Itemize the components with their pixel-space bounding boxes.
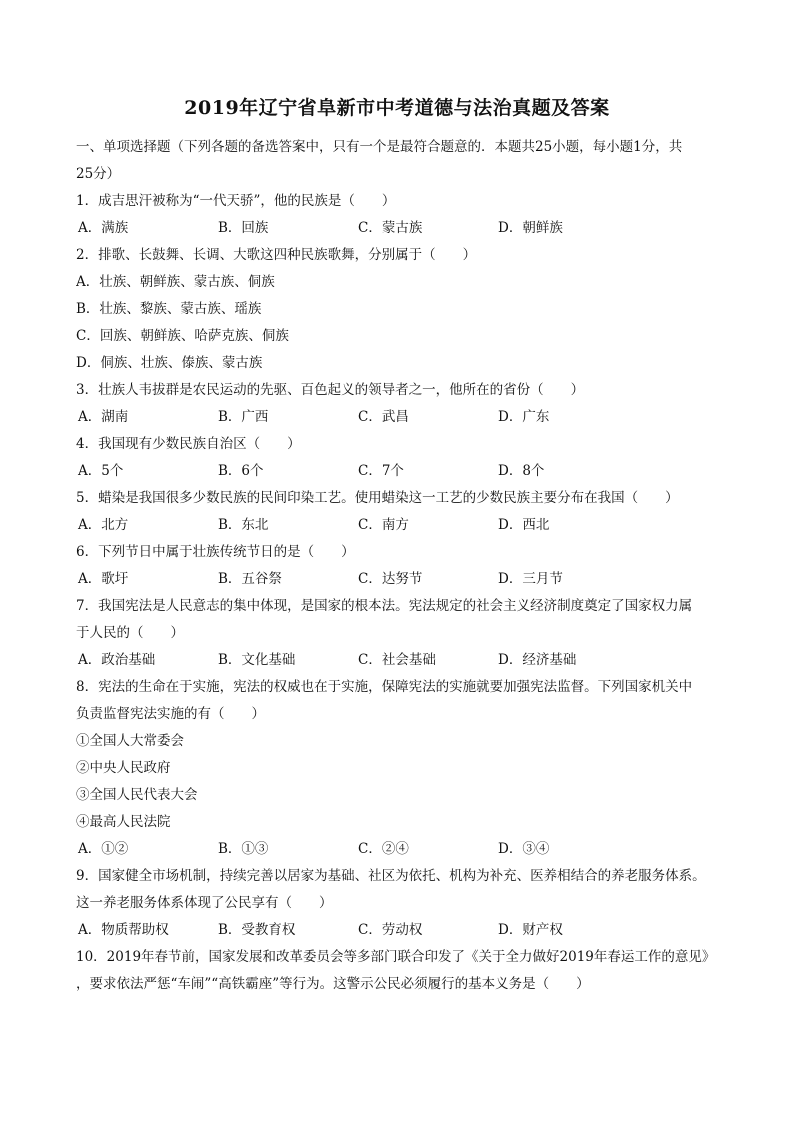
question-text-line: 2．排歌、长鼓舞、长调、大歌这四种民族歌舞，分别属于（ ） [76, 247, 477, 263]
question-text-line: 3．壮族人韦拔群是农民运动的先驱、百色起义的领导者之一，他所在的省份（ ） [76, 382, 585, 398]
answer-option: A．①② [78, 841, 129, 857]
answer-options-row [76, 917, 718, 944]
answer-option: A．政治基础 [78, 652, 156, 668]
answer-options-row [76, 215, 718, 242]
question-text-line: ①全国人大常委会 [76, 733, 184, 749]
question-item [76, 431, 718, 485]
answer-options-row [76, 512, 718, 539]
question-text-line: ②中央人民政府 [76, 760, 171, 776]
question-text-line: B．壮族、黎族、蒙古族、瑶族 [76, 301, 262, 317]
question-item [76, 485, 718, 539]
question-item [76, 242, 718, 377]
answer-options-row [76, 836, 718, 863]
document-title: 2019年辽宁省阜新市中考道德与法治真题及答案 [184, 97, 610, 119]
answer-option: B．6个 [218, 463, 264, 479]
answer-option: D．8个 [498, 463, 545, 479]
answer-option: C．武昌 [358, 409, 409, 425]
question-item [76, 593, 718, 674]
question-text-line: C．回族、朝鲜族、哈萨克族、侗族 [76, 328, 289, 344]
section-header-line: 一、单项选择题（下列各题的备选答案中，只有一个是最符合题意的．本题共25小题，每小题1分，共 [76, 139, 683, 155]
answer-option: D．广东 [498, 409, 550, 425]
question-text-line: 于人民的（ ） [76, 625, 184, 641]
answer-option: C．7个 [358, 463, 404, 479]
question-text-line: 10．2019年春节前，国家发展和改革委员会等多部门联合印发了《关于全力做好2019年春运工作的意见》 [76, 949, 716, 965]
question-list [76, 188, 718, 998]
answer-option: D．朝鲜族 [498, 220, 563, 236]
answer-option: C．蒙古族 [358, 220, 423, 236]
question-text-line: 这一养老服务体系体现了公民享有（ ） [76, 895, 333, 911]
question-text-line: ③全国人民代表大会 [76, 787, 198, 803]
question-text-line: A．壮族、朝鲜族、蒙古族、侗族 [76, 274, 275, 290]
answer-option: B．东北 [218, 517, 269, 533]
answer-option: D．三月节 [498, 571, 563, 587]
answer-option: C．劳动权 [358, 922, 423, 938]
answer-option: B．五谷祭 [218, 571, 282, 587]
answer-option: C．南方 [358, 517, 409, 533]
answer-option: D．③④ [498, 841, 550, 857]
answer-option: B．回族 [218, 220, 269, 236]
answer-option: A．湖南 [78, 409, 129, 425]
answer-options-row [76, 458, 718, 485]
question-item [76, 377, 718, 431]
answer-options-row [76, 647, 718, 674]
answer-option: D．经济基础 [498, 652, 577, 668]
answer-option: A．物质帮助权 [78, 922, 169, 938]
answer-option: A．歌圩 [78, 571, 129, 587]
question-text-line: 7．我国宪法是人民意志的集中体现，是国家的根本法。宪法规定的社会主义经济制度奠定了国家权力属 [76, 598, 693, 614]
answer-option: B．广西 [218, 409, 269, 425]
question-text-line: 1．成吉思汗被称为“一代天骄”，他的民族是（ ） [76, 193, 396, 209]
question-item [76, 539, 718, 593]
question-item [76, 863, 718, 944]
answer-option: B．受教育权 [218, 922, 296, 938]
answer-option: D．西北 [498, 517, 550, 533]
question-item [76, 944, 718, 998]
question-text-line: ④最高人民法院 [76, 814, 171, 830]
question-text-line: 5．蜡染是我国很多少数民族的民间印染工艺。使用蜡染这一工艺的少数民族主要分布在我国（ ） [76, 490, 679, 506]
answer-option: B．①③ [218, 841, 269, 857]
answer-option: D．财产权 [498, 922, 563, 938]
section-header-line: 25分） [76, 166, 121, 182]
question-text-line: 4．我国现有少数民族自治区（ ） [76, 436, 301, 452]
question-item [76, 188, 718, 242]
answer-options-row [76, 566, 718, 593]
answer-option: A．北方 [78, 517, 129, 533]
question-text-line: 6．下列节日中属于壮族传统节日的是（ ） [76, 544, 355, 560]
question-text-line: D．侗族、壮族、傣族、蒙古族 [76, 355, 263, 371]
answer-option: C．社会基础 [358, 652, 436, 668]
answer-option: A．5个 [78, 463, 124, 479]
answer-option: C．②④ [358, 841, 409, 857]
question-item [76, 674, 718, 863]
answer-option: B．文化基础 [218, 652, 296, 668]
question-text-line: 9．国家健全市场机制，持续完善以居家为基础、社区为依托、机构为补充、医养相结合的养老服务体系。 [76, 868, 706, 884]
answer-option: C．达努节 [358, 571, 423, 587]
question-text-line: ，要求依法严惩“车闹”“高铁霸座”等行为。这警示公民必须履行的基本义务是（ ） [76, 976, 590, 992]
question-text-line: 8．宪法的生命在于实施，宪法的权威也在于实施，保障宪法的实施就要加强宪法监督。下列国家机关中 [76, 679, 693, 695]
section-header [76, 134, 718, 188]
answer-options-row [76, 404, 718, 431]
answer-option: A．满族 [78, 220, 129, 236]
question-text-line: 负责监督宪法实施的有（ ） [76, 706, 265, 722]
